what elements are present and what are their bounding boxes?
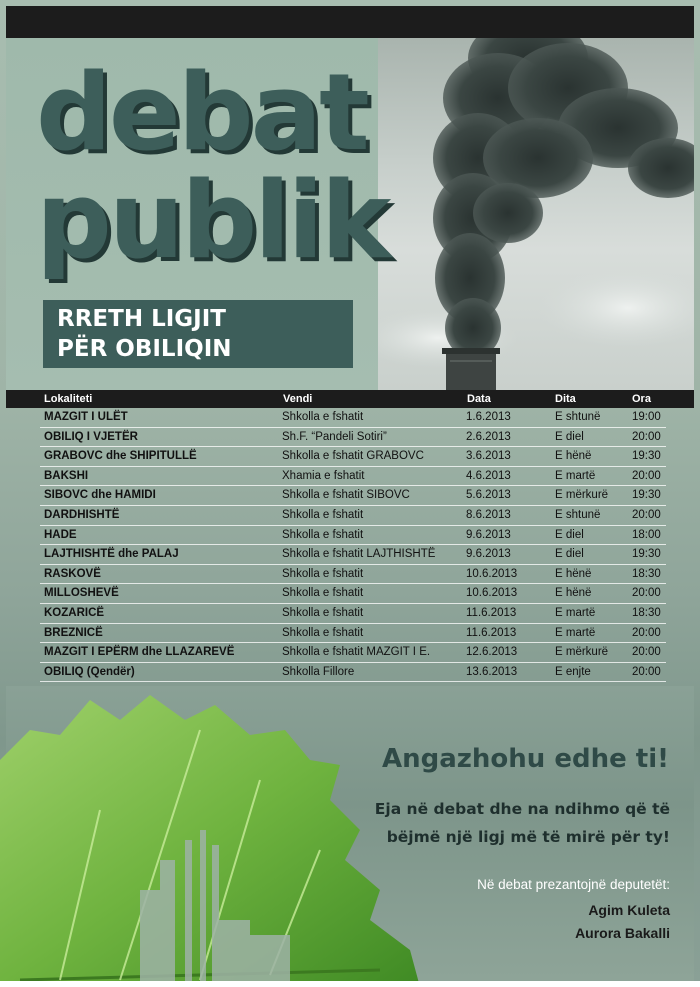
- table-row: [40, 663, 666, 683]
- cell-day: E shtunë: [555, 411, 601, 423]
- cell-time: 19:30: [632, 489, 661, 502]
- cell-day: E diel: [555, 548, 584, 561]
- cell-location: RASKOVË: [44, 567, 101, 580]
- cell-venue: Shkolla Fillore: [282, 665, 355, 678]
- table-row: [40, 447, 666, 467]
- cell-time: 20:00: [632, 509, 661, 521]
- table-row: [40, 467, 666, 487]
- table-row: [40, 428, 666, 448]
- cell-date: 11.6.2013: [466, 607, 517, 619]
- cell-date: 10.6.2013: [466, 567, 518, 580]
- subtitle-box: [43, 300, 353, 368]
- subtitle-line-1: RRETH LIGJIT: [57, 306, 226, 332]
- cell-day: E hënë: [555, 587, 592, 600]
- cell-venue: Shkolla e fshatit SIBOVC: [282, 489, 410, 502]
- cell-location: BAKSHI: [44, 469, 89, 482]
- cell-venue: Xhamia e fshatit: [282, 469, 365, 482]
- table-row: [40, 584, 666, 604]
- table-row: [40, 643, 666, 663]
- cell-time: 20:00: [632, 626, 661, 639]
- cell-time: 20:00: [632, 646, 661, 659]
- leaf-factory-illustration: [0, 690, 420, 987]
- cell-day: E mërkurë: [555, 489, 609, 502]
- schedule-table-header: [6, 390, 694, 408]
- header-day: Dita: [555, 393, 576, 405]
- cell-venue: Shkolla e fshatit: [282, 626, 364, 639]
- smokestack-illustration: [378, 38, 694, 390]
- cell-date: 3.6.2013: [466, 450, 511, 463]
- cell-location: BREZNICË: [44, 626, 103, 639]
- cell-location: GRABOVC dhe SHIPITULLË: [44, 450, 197, 463]
- table-row: [40, 545, 666, 565]
- cell-venue: Shkolla e fshatit: [282, 567, 364, 580]
- cell-location: KOZARICË: [44, 607, 105, 619]
- cell-date: 13.6.2013: [466, 665, 518, 678]
- cell-location: MILLOSHEVË: [44, 587, 119, 600]
- cell-date: 9.6.2013: [466, 548, 511, 561]
- cell-day: E diel: [555, 528, 584, 541]
- cell-time: 18:00: [632, 528, 661, 541]
- cell-date: 11.6.2013: [466, 626, 517, 639]
- header-venue: Vendi: [283, 393, 313, 405]
- table-row: [40, 408, 666, 428]
- cell-date: 5.6.2013: [466, 489, 511, 502]
- cell-location: MAZGIT I EPËRM dhe LLAZAREVË: [44, 646, 235, 659]
- table-row: [40, 624, 666, 644]
- header-location: Lokaliteti: [44, 393, 93, 405]
- cta-line-2: bëjmë një ligj më të mirë për ty!: [386, 828, 670, 846]
- cell-venue: Shkolla e fshatit MAZGIT I E.: [282, 646, 431, 659]
- cell-date: 1.6.2013: [466, 411, 511, 423]
- cell-location: MAZGIT I ULËT: [44, 411, 128, 423]
- cell-time: 18:30: [632, 607, 661, 619]
- deputy-name-2: Aurora Bakalli: [575, 925, 670, 941]
- cell-day: E martë: [555, 469, 596, 482]
- cell-day: E hënë: [555, 567, 592, 580]
- cell-date: 2.6.2013: [466, 430, 511, 443]
- table-row: [40, 526, 666, 546]
- cell-time: 20:00: [632, 587, 661, 600]
- cell-location: SIBOVC dhe HAMIDI: [44, 489, 156, 502]
- cell-date: 8.6.2013: [466, 509, 511, 521]
- title-publik: publik: [36, 159, 389, 282]
- cell-location: LAJTHISHTË dhe PALAJ: [44, 548, 179, 561]
- smokestack-photo: [378, 38, 694, 390]
- cell-day: E hënë: [555, 450, 592, 463]
- table-row: [40, 486, 666, 506]
- cell-time: 20:00: [632, 469, 661, 482]
- deputy-name-1: Agim Kuleta: [588, 902, 670, 918]
- cell-date: 4.6.2013: [466, 469, 511, 482]
- header-time: Ora: [632, 393, 651, 405]
- cell-day: E enjte: [555, 665, 591, 678]
- cell-time: 19:30: [632, 548, 661, 561]
- cell-day: E diel: [555, 430, 584, 443]
- cell-venue: Shkolla e fshatit GRABOVC: [282, 450, 424, 463]
- cell-date: 10.6.2013: [466, 587, 518, 600]
- cell-location: OBILIQ I VJETËR: [44, 430, 138, 443]
- cell-location: OBILIQ (Qendër): [44, 665, 135, 678]
- title-debat: debat: [36, 51, 367, 174]
- cell-venue: Sh.F. “Pandeli Sotiri”: [282, 430, 387, 443]
- cell-day: E martë: [555, 607, 596, 619]
- cell-venue: Shkolla e fshatit: [282, 528, 364, 541]
- cell-venue: Shkolla e fshatit: [282, 509, 364, 521]
- cell-venue: Shkolla e fshatit: [282, 411, 364, 423]
- cell-date: 12.6.2013: [466, 646, 518, 659]
- table-row: [40, 604, 666, 624]
- cell-time: 20:00: [632, 665, 661, 678]
- cell-location: DARDHISHTË: [44, 509, 120, 521]
- cell-day: E martë: [555, 626, 596, 639]
- cell-venue: Shkolla e fshatit: [282, 587, 364, 600]
- cta-line-1: Eja në debat dhe na ndihmo që të: [374, 800, 670, 818]
- cell-date: 9.6.2013: [466, 528, 511, 541]
- cta-title: Angazhohu edhe ti!: [382, 744, 670, 774]
- header-date: Data: [467, 393, 491, 405]
- cell-time: 19:30: [632, 450, 661, 463]
- cell-day: E shtunë: [555, 509, 601, 521]
- presenters-label: Në debat prezantojnë deputetët:: [477, 877, 670, 892]
- cell-location: HADE: [44, 528, 77, 541]
- table-row: [40, 506, 666, 526]
- table-row: [40, 565, 666, 585]
- top-bar: [6, 6, 694, 38]
- cell-day: E mërkurë: [555, 646, 609, 659]
- cell-time: 18:30: [632, 567, 661, 580]
- cell-time: 20:00: [632, 430, 661, 443]
- cell-venue: Shkolla e fshatit: [282, 607, 364, 619]
- bottom-margin: [0, 981, 700, 987]
- cell-venue: Shkolla e fshatit LAJTHISHTË: [282, 548, 436, 561]
- cell-time: 19:00: [632, 411, 661, 423]
- subtitle-line-2: PËR OBILIQIN: [57, 336, 232, 362]
